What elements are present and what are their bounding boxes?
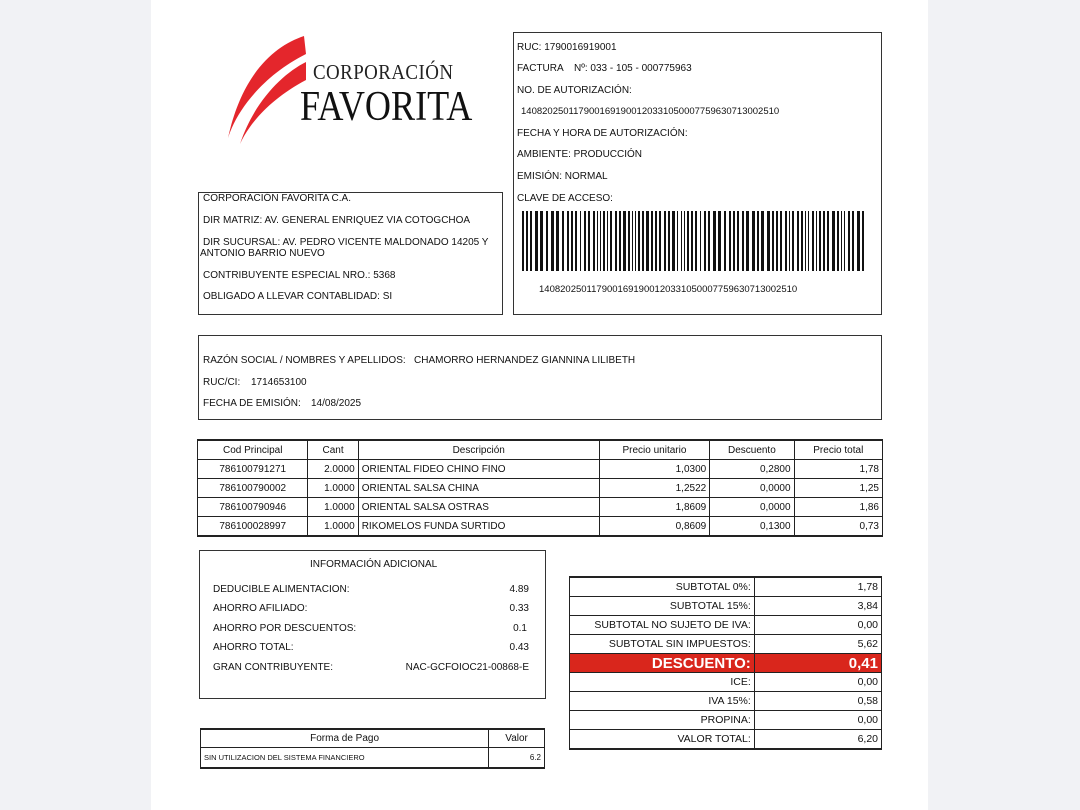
- ruc-ci-label: RUC/CI:: [203, 377, 241, 388]
- cell-descuento: 0,1300: [710, 517, 794, 537]
- total-value: 0,00: [754, 673, 881, 692]
- valor-pago: 6.2: [489, 748, 545, 769]
- totales-row: [570, 577, 882, 597]
- total-value: 5,62: [754, 635, 881, 654]
- totales-row: [570, 730, 882, 750]
- forma-pago-row: [201, 748, 545, 769]
- razon-social: CHAMORRO HERNANDEZ GIANNINA LILIBETH: [414, 355, 636, 366]
- ruc-ci: 1714653100: [251, 377, 307, 388]
- table-row: [198, 498, 883, 517]
- totales-row: [570, 635, 882, 654]
- cell-desc: ORIENTAL SALSA OSTRAS: [358, 498, 599, 517]
- total-value: 0,58: [754, 692, 881, 711]
- totales-row: [570, 597, 882, 616]
- cell-desc: RIKOMELOS FUNDA SURTIDO: [358, 517, 599, 537]
- fecha-hora-autorizacion-label: FECHA Y HORA DE AUTORIZACIÓN:: [517, 128, 688, 139]
- cell-cant: 2.0000: [308, 460, 358, 479]
- info-label: AHORRO POR DESCUENTOS:: [213, 623, 357, 634]
- total-label: SUBTOTAL SIN IMPUESTOS:: [570, 635, 755, 654]
- header-precio-total: Precio total: [794, 440, 882, 460]
- autorizacion-numero: 1408202501179001691900120331050007759630713002510: [521, 106, 780, 117]
- cell-total: 1,78: [794, 460, 882, 479]
- totales-row: [570, 673, 882, 692]
- cell-cod: 786100791271: [198, 460, 308, 479]
- items-header-row: [198, 440, 883, 460]
- ambiente: AMBIENTE: PRODUCCIÓN: [517, 149, 643, 160]
- cell-cant: 1.0000: [308, 498, 358, 517]
- clave-acceso-label: CLAVE DE ACCESO:: [517, 193, 613, 204]
- autorizacion-label: NO. DE AUTORIZACIÓN:: [517, 85, 632, 96]
- cell-desc: ORIENTAL FIDEO CHINO FINO: [358, 460, 599, 479]
- factura-ruc: RUC: 1790016919001: [517, 42, 617, 53]
- cell-cod: 786100790002: [198, 479, 308, 498]
- clave-acceso-numero: 1408202501179001691900120331050007759630713002510: [539, 284, 798, 295]
- cell-cod: 786100790946: [198, 498, 308, 517]
- header-forma-pago: Forma de Pago: [201, 729, 489, 748]
- descuento-value: 0,41: [754, 654, 881, 673]
- barcode-image: [522, 211, 867, 271]
- total-label: SUBTOTAL 15%:: [570, 597, 755, 616]
- cell-precio: 1,8609: [599, 498, 709, 517]
- cell-descuento: 0,0000: [710, 479, 794, 498]
- cell-cod: 786100028997: [198, 517, 308, 537]
- totales-table: [569, 576, 882, 750]
- forma-pago-header-row: [201, 729, 545, 748]
- total-label: VALOR TOTAL:: [570, 730, 755, 750]
- total-label: ICE:: [570, 673, 755, 692]
- total-label: PROPINA:: [570, 711, 755, 730]
- emisor-nombre: CORPORACIÓN FAVORITA C.A.: [203, 193, 351, 204]
- emisor-dir-sucursal: DIR SUCURSAL: AV. PEDRO VICENTE MALDONADO 14205 Y: [203, 237, 489, 248]
- header-cod-principal: Cod Principal: [198, 440, 308, 460]
- cell-precio: 1,0300: [599, 460, 709, 479]
- header-precio-unitario: Precio unitario: [599, 440, 709, 460]
- emisor-dir-sucursal-2: ANTONIO BARRIO NUEVO: [200, 248, 325, 259]
- total-value: 1,78: [754, 577, 881, 597]
- forma-pago-table: [200, 728, 545, 769]
- fecha-emision: 14/08/2025: [311, 398, 362, 409]
- total-label: IVA 15%:: [570, 692, 755, 711]
- info-value: 0.43: [509, 642, 529, 653]
- total-value: 3,84: [754, 597, 881, 616]
- favorita-logo-swoosh-icon: [222, 34, 312, 146]
- header-valor: Valor: [489, 729, 545, 748]
- cell-total: 1,86: [794, 498, 882, 517]
- totales-row: [570, 692, 882, 711]
- info-value: 0.33: [509, 603, 529, 614]
- razon-social-label: RAZÓN SOCIAL / NOMBRES Y APELLIDOS:: [203, 355, 406, 366]
- forma-pago-value: SIN UTILIZACION DEL SISTEMA FINANCIERO: [201, 748, 489, 769]
- logo-text-favorita: FAVORITA: [300, 84, 473, 130]
- info-label: AHORRO AFILIADO:: [213, 603, 308, 614]
- info-label: AHORRO TOTAL:: [213, 642, 294, 653]
- info-value: 0.1: [513, 623, 527, 634]
- info-value: 4.89: [509, 584, 529, 595]
- info-value: NAC-GCFOIOC21-00868-E: [405, 662, 529, 673]
- cell-precio: 0,8609: [599, 517, 709, 537]
- table-row: [198, 460, 883, 479]
- info-adicional-title: INFORMACIÓN ADICIONAL: [310, 559, 438, 570]
- emisor-contabilidad: OBLIGADO A LLEVAR CONTABLIDAD: SI: [203, 291, 393, 302]
- descuento-row: [570, 654, 882, 673]
- total-label: SUBTOTAL 0%:: [570, 577, 755, 597]
- table-row: [198, 479, 883, 498]
- emisor-contribuyente: CONTRIBUYENTE ESPECIAL NRO.: 5368: [203, 270, 396, 281]
- cell-desc: ORIENTAL SALSA CHINA: [358, 479, 599, 498]
- cell-total: 0,73: [794, 517, 882, 537]
- info-label: GRAN CONTRIBUYENTE:: [213, 662, 334, 673]
- info-label: DEDUCIBLE ALIMENTACION:: [213, 584, 350, 595]
- logo-text-corporacion: CORPORACIÓN: [313, 60, 454, 84]
- cell-cant: 1.0000: [308, 517, 358, 537]
- totales-row: [570, 616, 882, 635]
- total-label: SUBTOTAL NO SUJETO DE IVA:: [570, 616, 755, 635]
- total-value: 0,00: [754, 616, 881, 635]
- factura-numero: Nº: 033 - 105 - 000775963: [574, 63, 692, 74]
- header-descripcion: Descripción: [358, 440, 599, 460]
- emisor-dir-matriz: DIR MATRIZ: AV. GENERAL ENRIQUEZ VIA COTOGCHOA: [203, 215, 471, 226]
- cell-descuento: 0,0000: [710, 498, 794, 517]
- factura-label: FACTURA: [517, 63, 564, 74]
- table-row: [198, 517, 883, 537]
- header-descuento: Descuento: [710, 440, 794, 460]
- total-value: 6,20: [754, 730, 881, 750]
- cell-precio: 1,2522: [599, 479, 709, 498]
- cell-cant: 1.0000: [308, 479, 358, 498]
- items-table: [197, 439, 883, 537]
- cell-total: 1,25: [794, 479, 882, 498]
- descuento-label: DESCUENTO:: [570, 654, 755, 673]
- totales-row: [570, 711, 882, 730]
- header-cant: Cant: [308, 440, 358, 460]
- total-value: 0,00: [754, 711, 881, 730]
- fecha-emision-label: FECHA DE EMISIÓN:: [203, 398, 301, 409]
- cell-descuento: 0,2800: [710, 460, 794, 479]
- emision: EMISIÓN: NORMAL: [517, 171, 608, 182]
